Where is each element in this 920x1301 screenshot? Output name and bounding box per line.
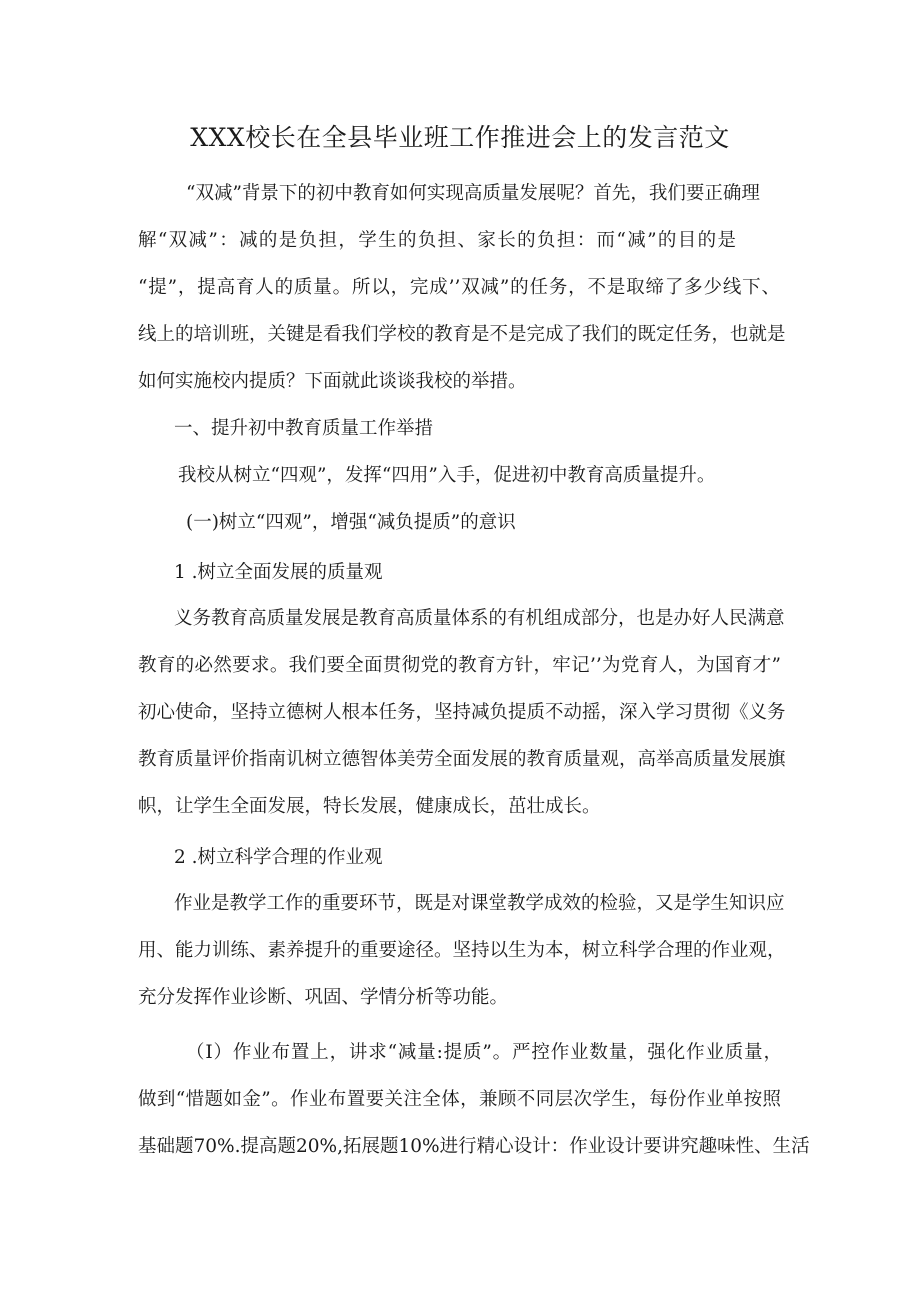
item-heading: 2 .树立科学合理的作业观 bbox=[174, 847, 383, 868]
text-line: 基础题70%.提高题20%,拓展题10%进行精心设计：作业设计要讲究趣味性、生活 bbox=[138, 1136, 810, 1157]
text-line: 线上的培训班，关键是看我们学校的教育是不是完成了我们的既定任务，也就是 bbox=[138, 324, 786, 345]
text-line: 义务教育高质量发展是教育高质量体系的有机组成部分，也是办好人民满意 bbox=[174, 608, 785, 629]
text-line: 初心使命，坚持立德树人根本任务，坚持减负提质不动摇，深入学习贯彻《义务 bbox=[138, 702, 786, 723]
text-line: 教育质量评价指南讥树立德智体美劳全面发展的教育质量观，高举高质量发展旗 bbox=[138, 749, 786, 770]
text-line: （I）作业布置上，讲求“减量:提质”。严控作业数量，强化作业质量， bbox=[186, 1042, 782, 1063]
item-heading: 1 .树立全面发展的质量观 bbox=[174, 562, 383, 583]
text-line: 如何实施校内提质？下面就此谈谈我校的举措。 bbox=[138, 371, 527, 392]
text-line: 做到“惜题如金”。作业布置要关注全体，兼顾不同层次学生，每份作业单按照 bbox=[138, 1089, 781, 1110]
section-heading: 一、提升初中教育质量工作举措 bbox=[174, 418, 434, 439]
document-title: XXX校长在全县毕业班工作推进会上的发言范文 bbox=[190, 123, 730, 152]
text-line: 我校从树立“四观”，发挥“四用”入手，促进初中教育高质量提升。 bbox=[178, 465, 716, 486]
text-line: 充分发挥作业诊断、巩固、学情分析等功能。 bbox=[138, 987, 509, 1008]
text-line: 解“双减”：减的是负担，学生的负担、家长的负担：而“减”的目的是 bbox=[138, 230, 736, 251]
subsection-heading: (一)树立“四观”，增强“减负提质”的意识 bbox=[186, 512, 516, 533]
text-line: 帜，让学生全面发展，特长发展，健康成长，茁壮成长。 bbox=[138, 796, 601, 817]
text-line: 用、能力训练、素养提升的重要途径。坚持以生为本，树立科学合理的作业观， bbox=[138, 940, 786, 961]
text-line: 教育的必然要求。我们要全面贯彻党的教育方针，牢记’’为党育人，为国育才” bbox=[138, 655, 781, 676]
text-line: 作业是教学工作的重要环节，既是对课堂教学成效的检验，又是学生知识应 bbox=[174, 893, 785, 914]
text-line: “提”，提高育人的质量。所以，完成’’双减”的任务，不是取缔了多少线下、 bbox=[138, 277, 780, 298]
text-line: “双减”背景下的初中教育如何实现高质量发展呢？首先，我们要正确理 bbox=[186, 183, 760, 204]
